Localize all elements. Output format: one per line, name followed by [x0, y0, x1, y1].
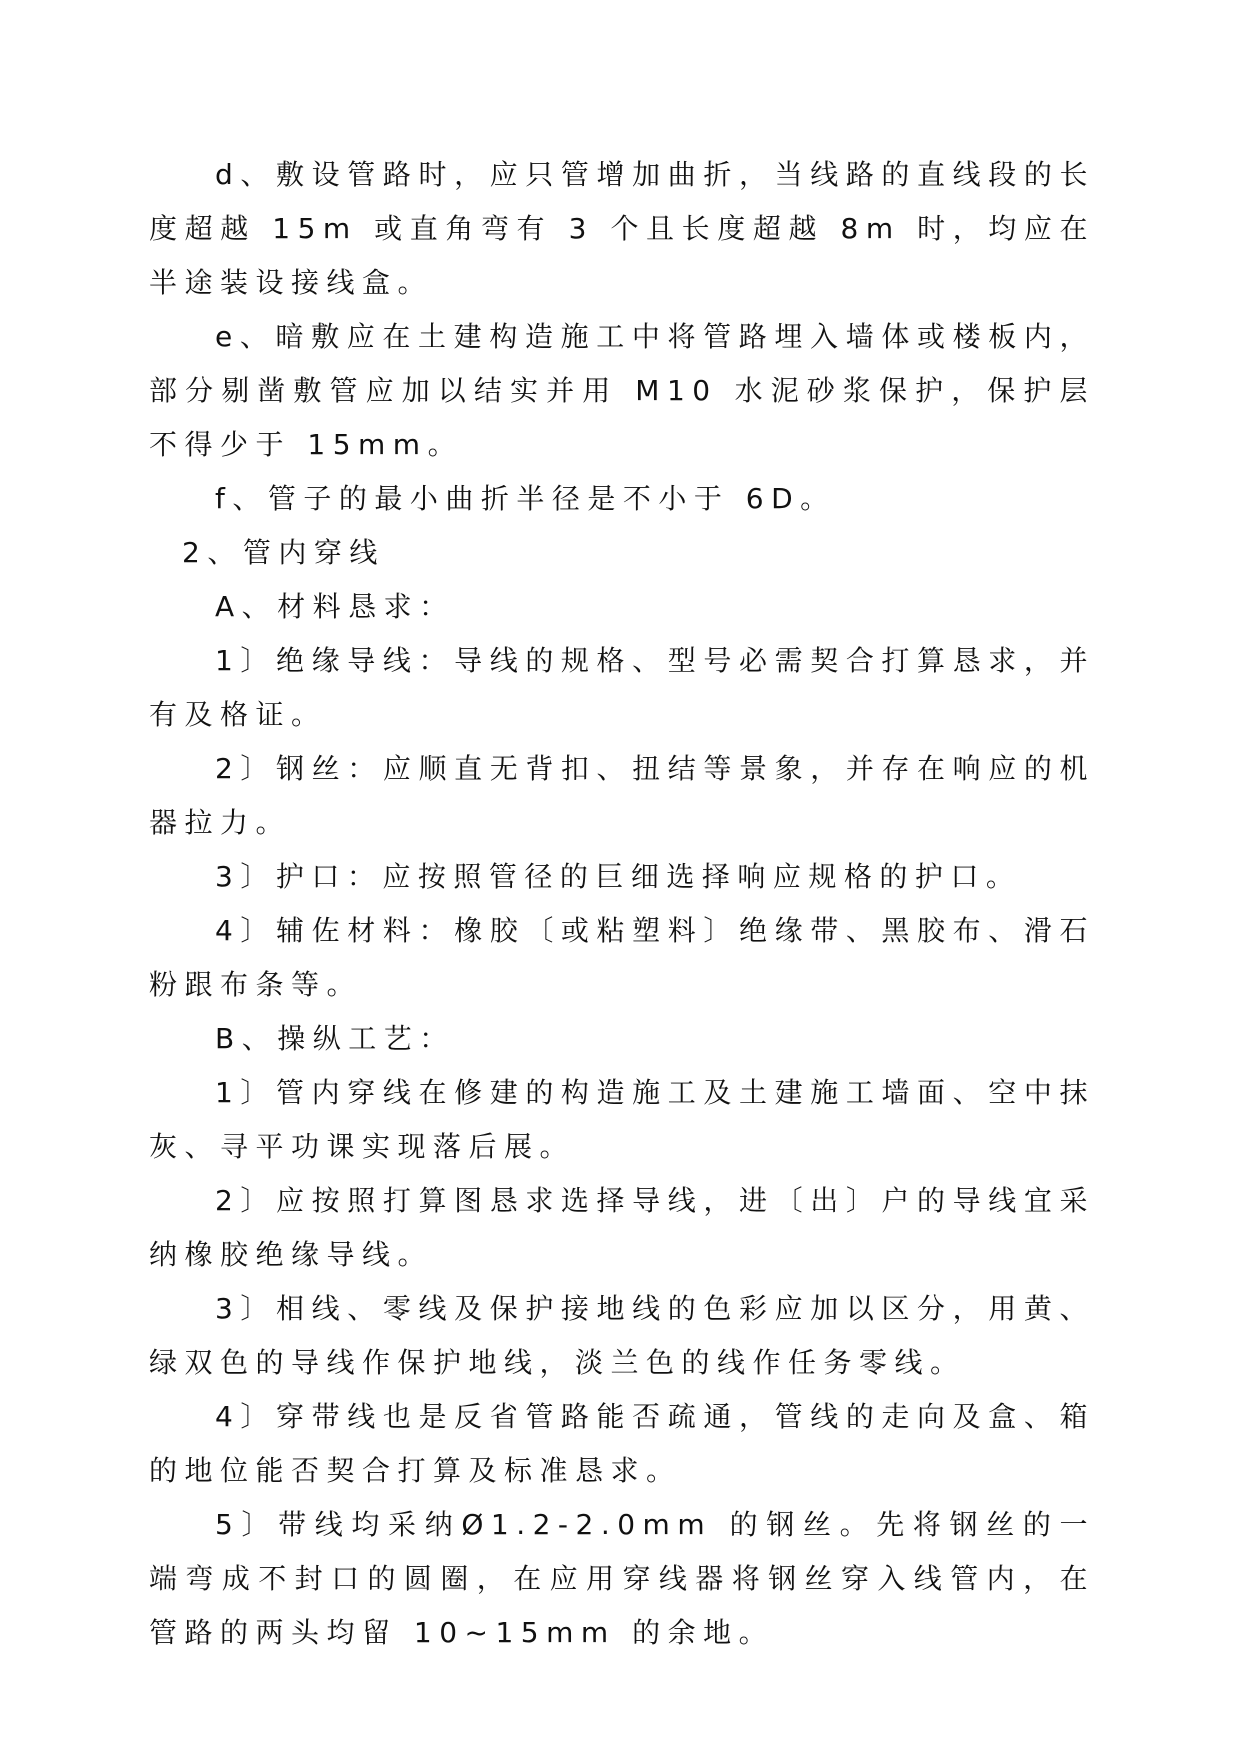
- section-heading-2: 2、管内穿线: [182, 536, 385, 569]
- paragraph-e: e、暗敷应在土建构造施工中将管路埋入墙体或楼板内，部分剔凿敷管应加以结实并用 M10 水泥砂浆保护，保护层不得少于 15mm。: [149, 320, 1095, 461]
- item-b1: 1〕管内穿线在修建的构造施工及土建施工墙面、空中抹灰、寻平功课实现落后展。: [149, 1076, 1095, 1163]
- document-page: [149, 148, 1095, 1660]
- item-b3: 3〕相线、零线及保护接地线的色彩应加以区分，用黄、绿双色的导线作保护地线，淡兰色的线作任务零线。: [149, 1292, 1095, 1379]
- item-a3: 3〕护口：应按照管径的巨细选择响应规格的护口。: [215, 860, 1022, 893]
- subheading-b: B、操纵工艺：: [215, 1022, 455, 1055]
- item-a4: 4〕辅佐材料：橡胶〔或粘塑料〕绝缘带、黑胶布、滑石粉跟布条等。: [149, 914, 1095, 1001]
- item-b2: 2〕应按照打算图恳求选择导线，进〔出〕户的导线宜采纳橡胶绝缘导线。: [149, 1184, 1095, 1271]
- paragraph-f: f、管子的最小曲折半径是不小于 6D。: [215, 482, 836, 515]
- paragraph-d: d、敷设管路时，应只管增加曲折，当线路的直线段的长度超越 15m 或直角弯有 3 个且长度超越 8m 时，均应在半途装设接线盒。: [149, 158, 1095, 299]
- item-b4: 4〕穿带线也是反省管路能否疏通，管线的走向及盒、箱的地位能否契合打算及标准恳求。: [149, 1400, 1095, 1487]
- item-a2: 2〕钢丝：应顺直无背扣、扭结等景象，并存在响应的机器拉力。: [149, 752, 1095, 839]
- item-a1: 1〕绝缘导线：导线的规格、型号必需契合打算恳求，并有及格证。: [149, 644, 1095, 731]
- item-b5: 5〕带线均采纳Ø1.2-2.0mm 的钢丝。先将钢丝的一端弯成不封口的圆圈，在应用穿线器将钢丝穿入线管内，在管路的两头均留 10~15mm 的余地。: [149, 1508, 1095, 1649]
- subheading-a: A、材料恳求：: [215, 590, 455, 623]
